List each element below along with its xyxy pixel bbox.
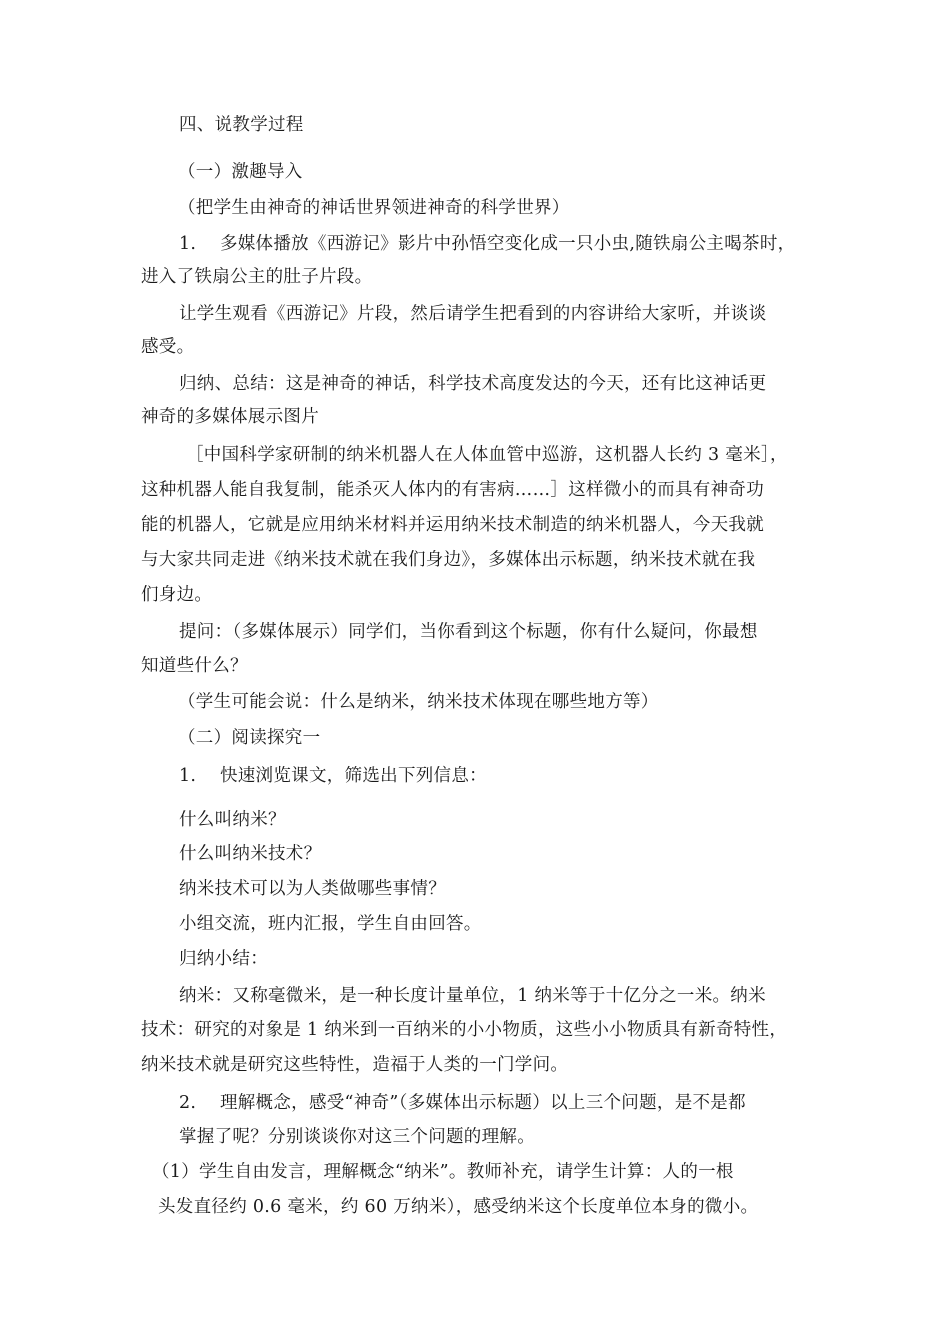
p1-line2: 进入了铁扇公主的肚子片段。 [141, 267, 373, 287]
p4-line3: 能的机器人，它就是应用纳米材料并运用纳米技术制造的纳米机器人，今天我就 [141, 515, 764, 535]
section1-subtitle: （把学生由神奇的神话世界领进神奇的科学世界） [178, 198, 570, 218]
question-3: 纳米技术可以为人类做哪些事情？ [179, 879, 446, 899]
p3-line1: 归纳、总结：这是神奇的神话，科学技术高度发达的今天，还有比这神话更 [179, 374, 767, 394]
sub1-line1: （1）学生自由发言，理解概念“纳米”。教师补充，请学生计算：人的一根 [152, 1162, 734, 1182]
item2-line2: 掌握了呢？分别谈谈你对这三个问题的理解。 [179, 1127, 535, 1147]
p4-line4: 与大家共同走进《纳米技术就在我们身边》，多媒体出示标题，纳米技术就在我 [141, 550, 756, 570]
section1-title: （一）激趣导入 [178, 162, 303, 182]
section2-title: （二）阅读探究一 [178, 728, 321, 748]
p5-line1: 提问：（多媒体展示）同学们，当你看到这个标题，你有什么疑问，你最想 [179, 622, 758, 642]
p2-line1: 让学生观看《西游记》片段，然后请学生把看到的内容讲给大家听，并谈谈 [179, 304, 767, 324]
heading: 四、说教学过程 [179, 115, 304, 135]
p1-line1: 1. 多媒体播放《西游记》影片中孙悟空变化成一只小虫,随铁扇公主喝茶时， [179, 234, 796, 254]
p3-line2: 神奇的多媒体展示图片 [141, 407, 319, 427]
question-2: 什么叫纳米技术？ [179, 844, 322, 864]
item1: 1. 快速浏览课文，筛选出下列信息： [179, 766, 487, 786]
definition-line1: 纳米：又称毫微米，是一种长度计量单位，1 纳米等于十亿分之一米。纳米 [179, 986, 766, 1006]
p4-line1: ［中国科学家研制的纳米机器人在人体血管中巡游，这机器人长约 3 毫米］， [186, 445, 788, 465]
definition-line3: 纳米技术就是研究这些特性，造福于人类的一门学问。 [141, 1055, 569, 1075]
summary-title: 归纳小结： [179, 949, 268, 969]
p5-line2: 知道些什么？ [141, 656, 248, 676]
item2-line1: 2. 理解概念，感受“神奇”（多媒体出示标题）以上三个问题，是不是都 [179, 1093, 746, 1113]
p4-line5: 们身边。 [141, 585, 213, 605]
p4-line2: 这种机器人能自我复制，能杀灭人体内的有害病……］这样微小的而具有神奇功 [141, 480, 764, 500]
question-4: 小组交流，班内汇报，学生自由回答。 [179, 914, 482, 934]
definition-line2: 技术：研究的对象是 1 纳米到一百纳米的小小物质，这些小小物质具有新奇特性， [141, 1020, 788, 1040]
sub1-line2: 头发直径约 0.6 毫米，约 60 万纳米），感受纳米这个长度单位本身的微小。 [158, 1197, 759, 1217]
p6: （学生可能会说：什么是纳米，纳米技术体现在哪些地方等） [178, 692, 659, 712]
p2-line2: 感受。 [141, 337, 195, 357]
question-1: 什么叫纳米？ [179, 810, 286, 830]
